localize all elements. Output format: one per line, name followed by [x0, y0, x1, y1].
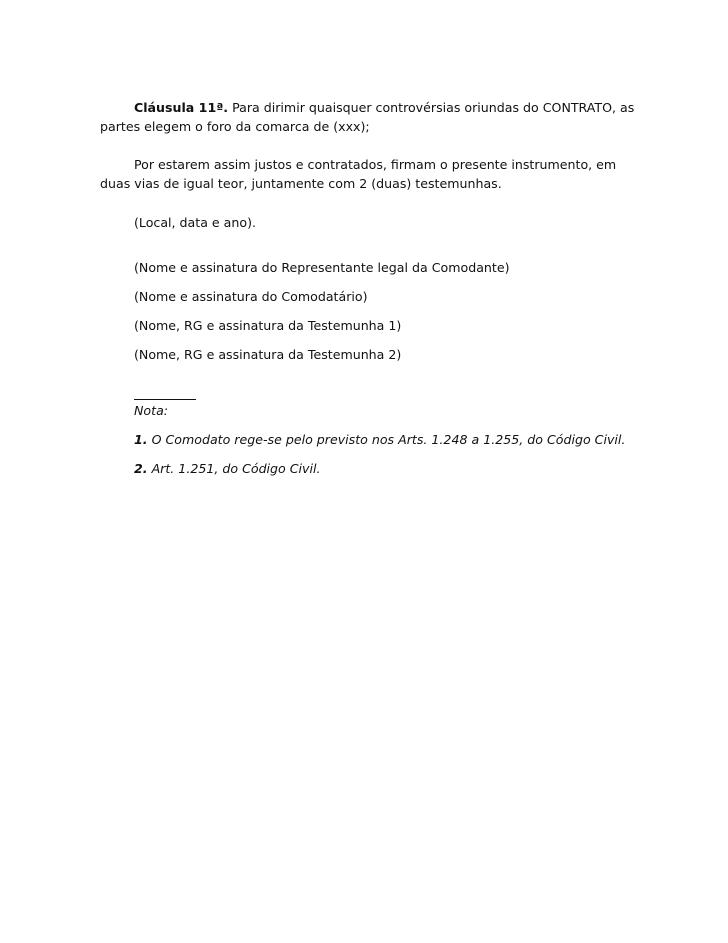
note-item-2-text: Art. 1.251, do Código Civil. — [147, 461, 321, 476]
note-item-1-text: O Comodato rege-se pelo previsto nos Arts. 1.248 a 1.255, do Código Civil. — [147, 432, 626, 447]
note-item-1 — [134, 430, 625, 449]
note-item-2 — [134, 459, 321, 478]
closing-text: Por estarem assim justos e contratados, firmam o presente instrumento, em duas vias de igual teor, juntamente com 2 (duas) testemunhas. — [100, 157, 617, 191]
signature-line-comodante: (Nome e assinatura do Representante legal da Comodante) — [134, 260, 510, 275]
clause-11-text: Para dirimir quaisquer controvérsias oriundas do CONTRATO, as partes elegem o foro da comarca de (xxx); — [100, 100, 635, 134]
note-title: Nota: — [134, 403, 169, 418]
signature-line-testemunha-1: (Nome, RG e assinatura da Testemunha 1) — [134, 318, 402, 333]
note-item-2-number: 2. — [134, 461, 148, 476]
place-date-line: (Local, data e ano). — [134, 215, 257, 230]
footnote-separator — [134, 399, 196, 400]
signature-line-comodatario: (Nome e assinatura do Comodatário) — [134, 289, 368, 304]
closing-paragraph — [100, 155, 640, 193]
signature-line-testemunha-2: (Nome, RG e assinatura da Testemunha 2) — [134, 347, 402, 362]
clause-11-paragraph — [100, 98, 640, 136]
clause-11-label: Cláusula 11ª. — [134, 100, 229, 115]
note-item-1-number: 1. — [134, 432, 148, 447]
